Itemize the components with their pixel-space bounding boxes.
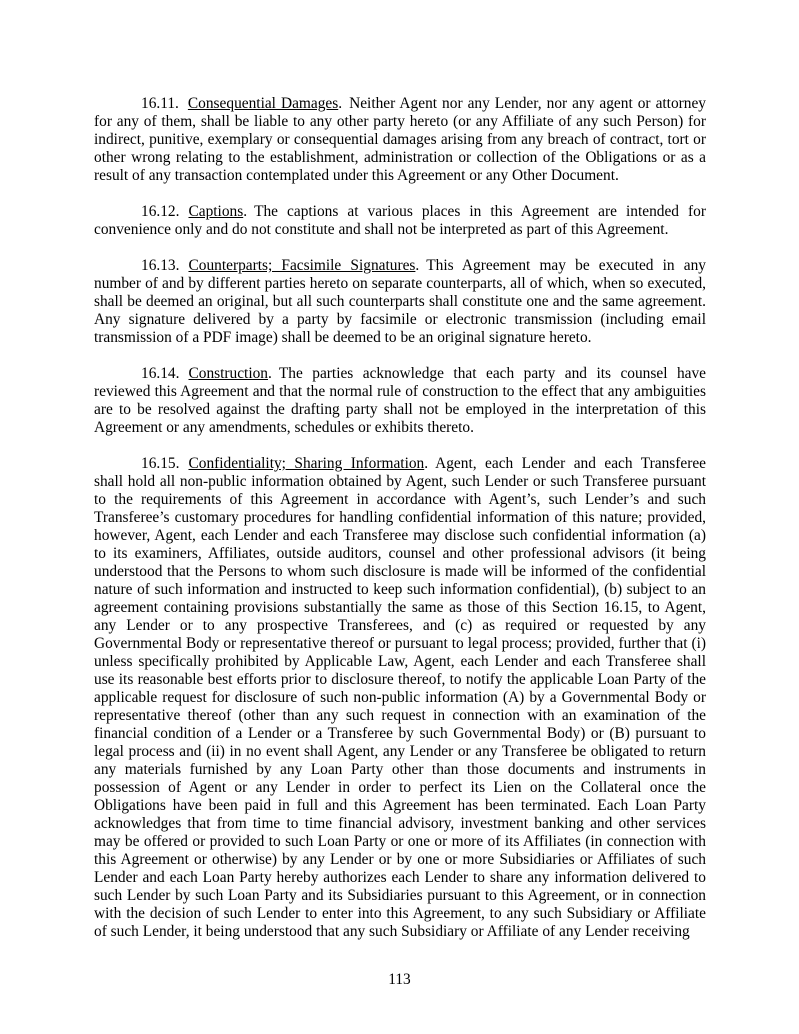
section-body: This Agreement may be executed in any number of and by different parties hereto on separate counterparts, all of which, when so executed, shall be deemed an original, but all such counterparts shall constitute one and the same agreement. Any signature delivered by a party by facsimile or electronic transmission (including email transmission of a PDF image) shall be deemed to be an original signature hereto. — [94, 257, 707, 346]
page-number: 113 — [388, 971, 411, 988]
section-number: 16.15. — [141, 455, 180, 472]
section-heading: Construction — [188, 365, 269, 382]
heading-period: . — [424, 455, 429, 472]
section-heading: Counterparts; Facsimile Signatures — [188, 257, 416, 274]
paragraph-16-12 — [94, 203, 706, 239]
paragraph-16-11 — [94, 95, 706, 185]
section-heading: Confidentiality; Sharing Information — [188, 455, 425, 472]
heading-period: . — [243, 203, 248, 220]
heading-period: . — [268, 365, 272, 382]
section-body: Neither Agent nor any Lender, nor any agent or attorney for any of them, shall be liable to any other party hereto (or any Affiliate of any such Person) for indirect, punitive, exemplary or consequential damages arising from any breach of contract, tort or other wrong relating to the establishment, administration or collection of the Obligations or as a result of any transaction contemplated under this Agreement or any Other Document. — [94, 95, 707, 184]
heading-period: . — [338, 95, 343, 112]
section-heading: Consequential Damages — [187, 95, 339, 112]
section-number: 16.13. — [141, 257, 180, 274]
section-body: The parties acknowledge that each party and its counsel have reviewed this Agreement and that the normal rule of construction to the effect that any ambiguities are to be resolved against the drafting party shall not be employed in the interpretation of this Agreement or any amendments, schedules or exhibits thereto. — [94, 365, 706, 436]
section-number: 16.11. — [141, 95, 179, 112]
paragraph-16-14 — [94, 365, 706, 437]
section-body: The captions at various places in this Agreement are intended for convenience only and do not constitute and shall not be interpreted as part of this Agreement. — [94, 203, 706, 238]
heading-period: . — [415, 257, 420, 274]
section-heading: Captions — [188, 203, 244, 220]
section-body: Agent, each Lender and each Transferee shall hold all non-public information obtained by Agent, such Lender or such Transferee pursuant to the requirements of this Agreement in accordance with Agent’s, such Lender’s and such Transferee’s customary procedures for handling confidential information of this nature; provided, however, Agent, each Lender and each Transferee may disclose such confidential information (a) to its examiners, Affiliates, outside auditors, counsel and other professional advisors (it being understood that the Persons to whom such disclosure is made will be informed of the confidential nature of such information and instructed to keep such information confidential), (b) subject to an agreement containing provisions substantially the same as those of this Section 16.15, to Agent, any Lender or to any prospective Transferees, and (c) as required or requested by any Governmental Body or representative thereof or pursuant to legal process; provided, further that (i) unless specifically prohibited by Applicable Law, Agent, each Lender and each Transferee shall use its reasonable best efforts prior to disclosure thereof, to notify the applicable Loan Party of the applicable request for disclosure of such non-public information (A) by a Governmental Body or representative thereof (other than any such request in connection with an examination of the financial condition of a Lender or a Transferee by such Governmental Body) or (B) pursuant to legal process and (ii) in no event shall Agent, any Lender or any Transferee be obligated to return any materials furnished by any Loan Party other than those documents and instruments in possession of Agent or any Lender in order to perfect its Lien on the Collateral once the Obligations have been paid in full and this Agreement has been terminated. Each Loan Party acknowledges that from time to time financial advisory, investment banking and other services may be offered or provided to such Loan Party or one or more of its Affiliates (in connection with this Agreement or otherwise) by any Lender or by one or more Subsidiaries or Affiliates of such Lender and each Loan Party hereby authorizes each Lender to share any information delivered to such Lender by such Loan Party and its Subsidiaries pursuant to this Agreement, or in connection with the decision of such Lender to enter into this Agreement, to any such Subsidiary or Affiliate of such Lender, it being understood that any such Subsidiary or Affiliate of any Lender receiving — [94, 455, 706, 940]
section-number: 16.12. — [141, 203, 180, 220]
section-number: 16.14. — [141, 365, 180, 382]
paragraph-16-13 — [94, 257, 706, 347]
paragraph-16-15 — [94, 455, 706, 941]
